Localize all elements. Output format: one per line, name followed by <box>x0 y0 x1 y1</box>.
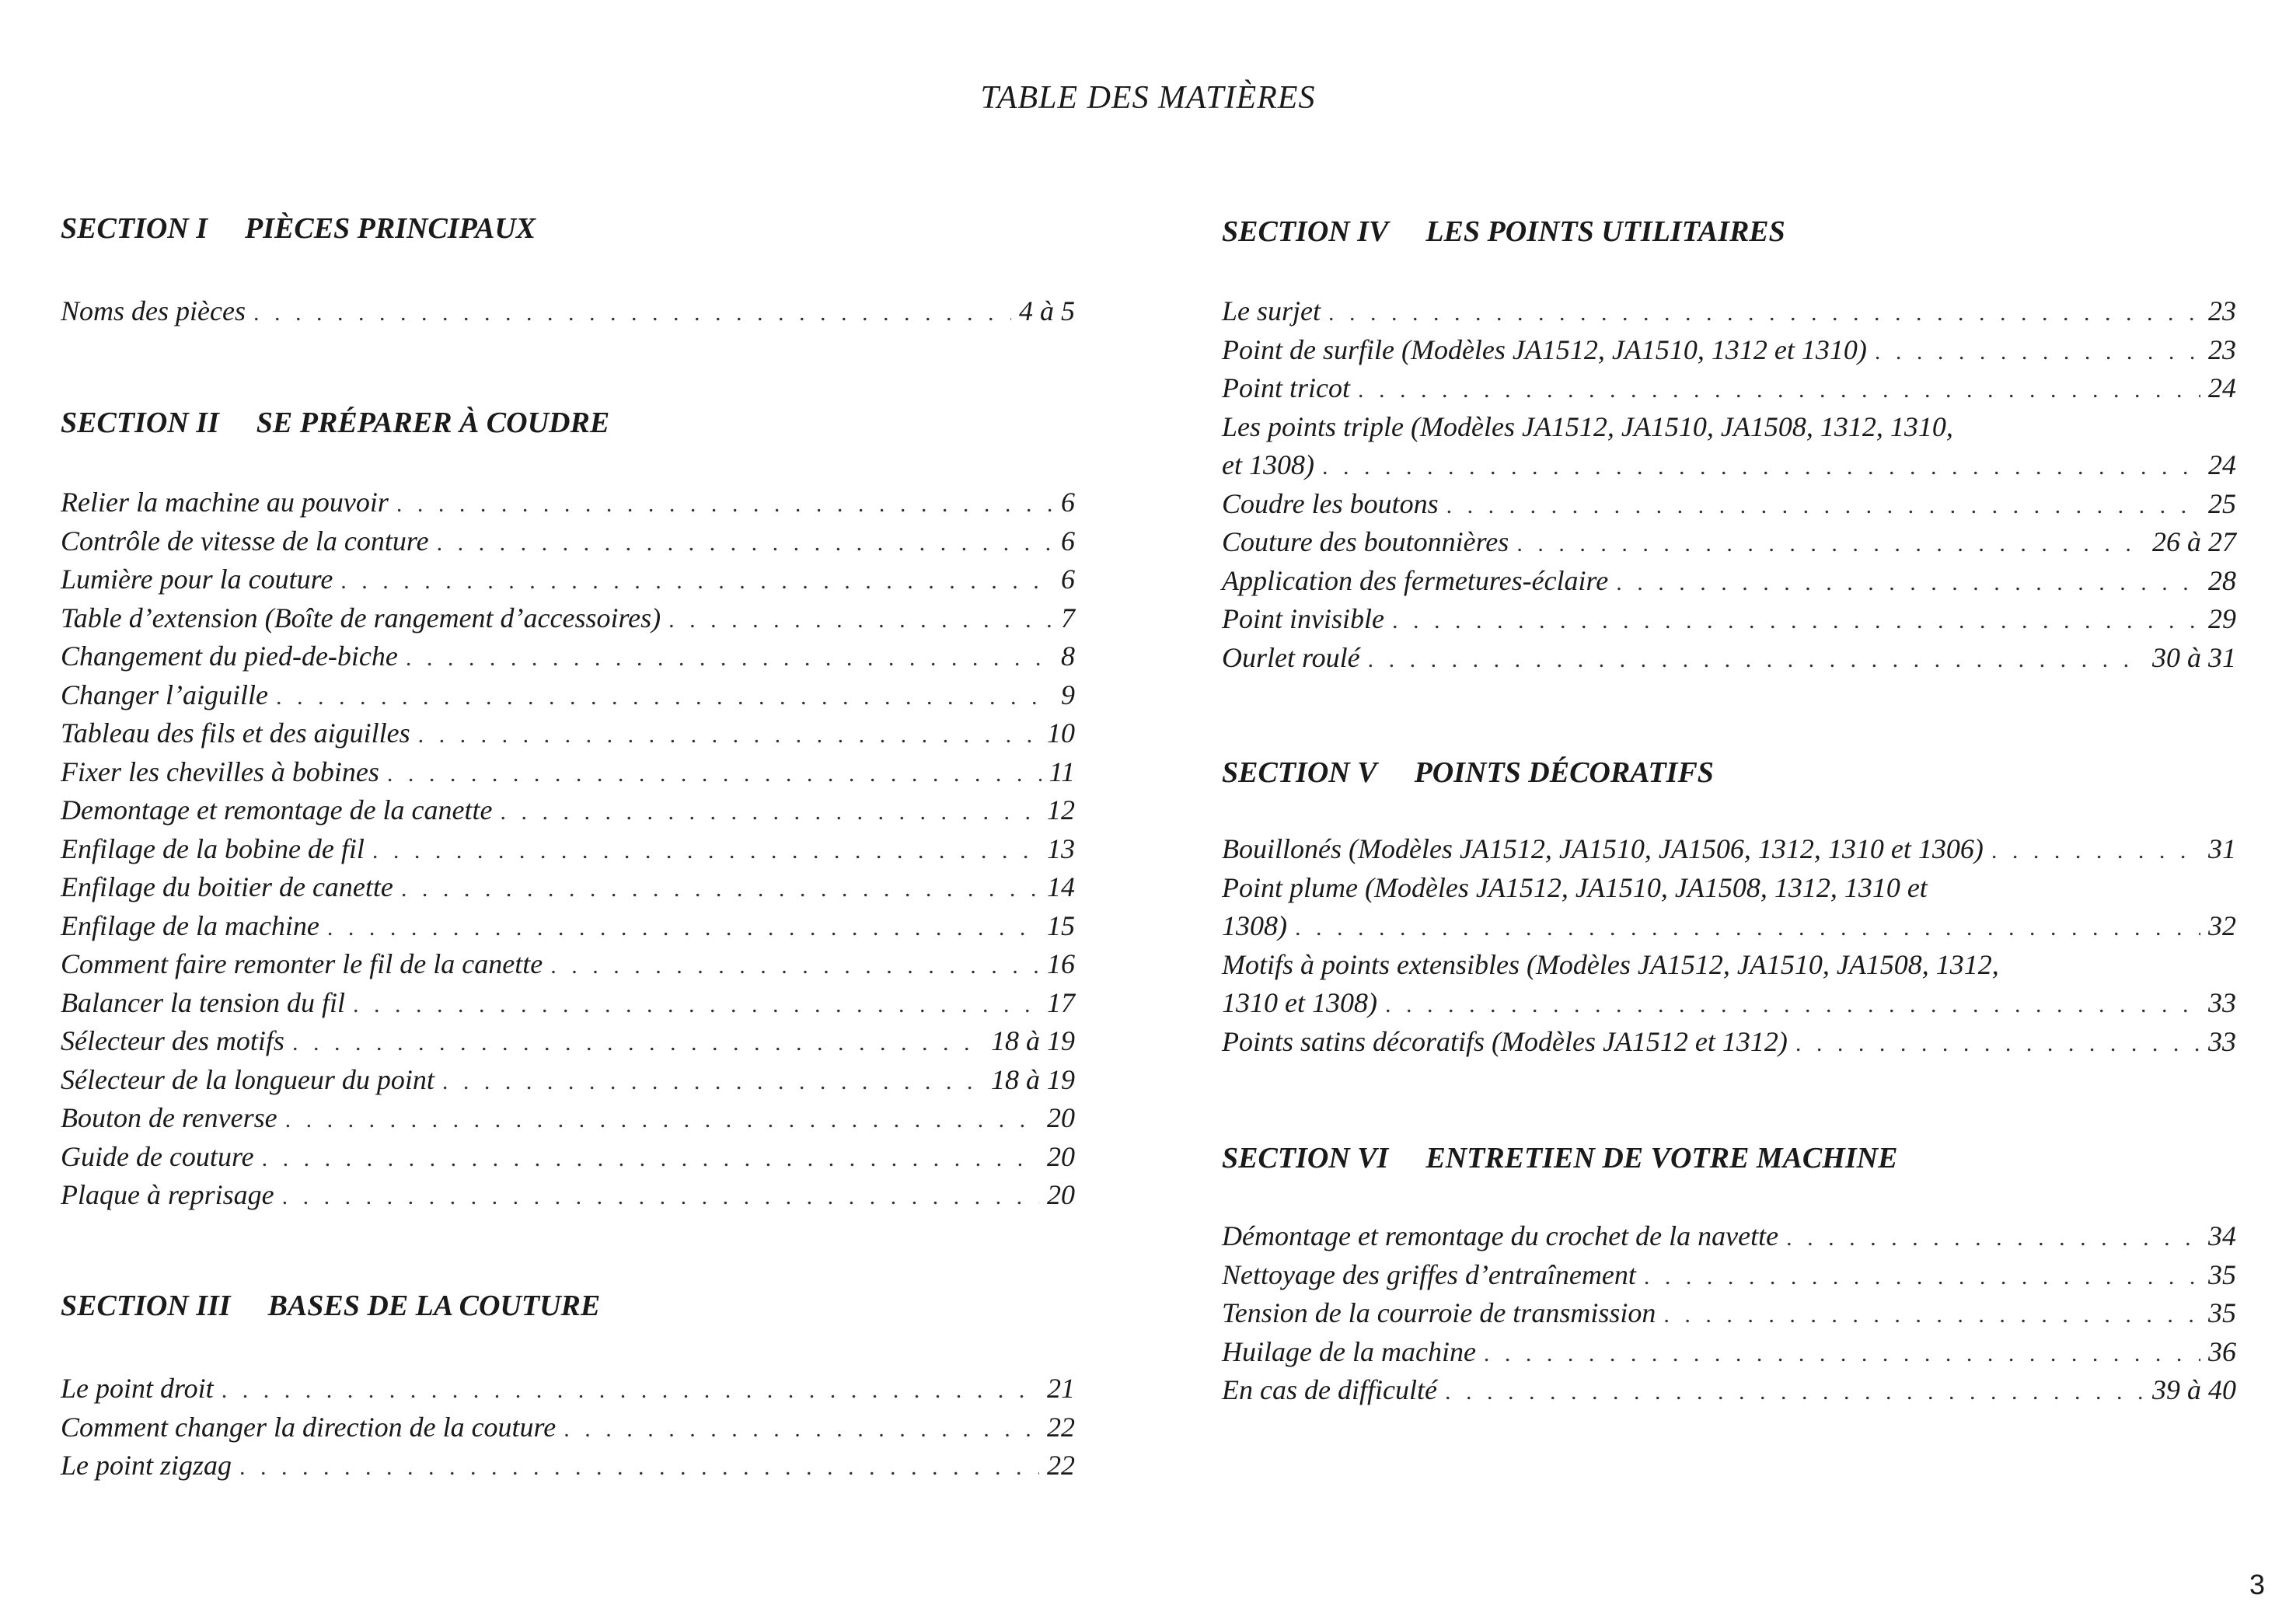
toc-entry[interactable] <box>1222 600 2236 639</box>
entry-page: 10 <box>1047 717 1075 749</box>
section-6-heading <box>1222 1141 1897 1175</box>
toc-entry[interactable] <box>61 676 1075 715</box>
entry-page: 17 <box>1047 986 1075 1018</box>
entry-page: 33 <box>2208 1025 2236 1057</box>
entry-label: Motifs à points extensibles (Modèles JA1512, JA1510, JA1508, 1312, <box>1222 948 1999 980</box>
toc-entry[interactable] <box>1222 984 2236 1023</box>
section-5-heading <box>1222 756 1714 790</box>
entry-page: 13 <box>1047 832 1075 864</box>
entry-page: 29 <box>2208 603 2236 634</box>
dot-leader <box>1616 564 2200 602</box>
dot-leader <box>253 294 1011 333</box>
dot-leader <box>1663 1296 2200 1335</box>
section-number: SECTION II <box>61 407 219 439</box>
toc-entry[interactable] <box>1222 485 2236 524</box>
toc-entry[interactable] <box>61 1099 1075 1138</box>
entry-label: Nettoyage des griffes d’entraînement <box>1222 1258 1636 1290</box>
entry-page: 33 <box>2208 987 2236 1018</box>
dot-leader <box>1368 640 2144 679</box>
entry-label: Sélecteur de la longueur du point <box>61 1063 434 1095</box>
entry-label: Enfilage de la bobine de fil <box>61 832 365 864</box>
entry-page: 6 <box>1061 487 1075 518</box>
dot-leader <box>1328 294 2200 333</box>
dot-leader <box>1385 986 2200 1024</box>
toc-entry[interactable] <box>1222 369 2236 408</box>
section-name: BASES DE LA COUTURE <box>267 1290 601 1322</box>
entry-page: 18 à 19 <box>991 1025 1075 1056</box>
dot-leader <box>340 562 1053 601</box>
dot-leader <box>1322 448 2200 487</box>
entry-page: 25 <box>2208 487 2236 519</box>
entry-label-continued: 1308) <box>1222 910 1287 941</box>
entry-label: Démontage et remontage du crochet de la navette <box>1222 1220 1779 1251</box>
section-number: SECTION VI <box>1222 1142 1389 1174</box>
section-number: SECTION V <box>1222 756 1377 789</box>
entry-page: 35 <box>2208 1297 2236 1328</box>
dot-leader <box>1392 602 2200 640</box>
toc-entry[interactable] <box>61 945 1075 984</box>
toc-entry[interactable] <box>61 868 1075 907</box>
entry-label: Comment changer la direction de la couture <box>61 1411 557 1443</box>
dot-leader <box>550 947 1039 986</box>
toc-entry[interactable] <box>1222 1371 2236 1410</box>
toc-entry[interactable] <box>61 560 1075 599</box>
entry-page: 39 à 40 <box>2152 1374 2236 1405</box>
toc-entry[interactable] <box>1222 562 2236 601</box>
section-name: POINTS DÉCORATIFS <box>1414 756 1714 789</box>
entry-label: En cas de difficulté <box>1222 1374 1437 1405</box>
entry-page: 26 à 27 <box>2152 526 2236 557</box>
toc-entry[interactable] <box>61 1408 1075 1447</box>
entry-label: Coudre les boutons <box>1222 487 1439 519</box>
dot-leader <box>1445 1373 2144 1412</box>
section-number: SECTION IV <box>1222 215 1389 248</box>
entry-label: Comment faire remonter le fil de la canette <box>61 948 543 979</box>
toc-entry[interactable] <box>1222 523 2236 562</box>
toc-entry[interactable] <box>1222 1217 2236 1256</box>
section-5-entries <box>1222 830 2236 1061</box>
dot-leader <box>437 524 1053 563</box>
section-6-entries <box>1222 1217 2236 1410</box>
entry-label: Changement du pied-de-biche <box>61 640 398 672</box>
toc-entry[interactable] <box>61 522 1075 561</box>
entry-label: Bouton de renverse <box>61 1102 277 1133</box>
toc-entry-first-line[interactable] <box>1222 869 2236 908</box>
entry-page: 28 <box>2208 564 2236 596</box>
dot-leader <box>285 1101 1039 1140</box>
dot-leader <box>1875 333 2200 372</box>
entry-label: Tableau des fils et des aiguilles <box>61 717 410 749</box>
entry-label: Contrôle de vitesse de la conture <box>61 525 429 557</box>
entry-page: 15 <box>1047 909 1075 941</box>
entry-label: Le point droit <box>61 1373 214 1404</box>
dot-leader <box>372 832 1039 871</box>
entry-label: Bouillonés (Modèles JA1512, JA1510, JA1506, 1312, 1310 et 1306) <box>1222 833 1984 864</box>
dot-leader <box>239 1448 1039 1487</box>
entry-label: Ourlet roulé <box>1222 641 1360 673</box>
section-2-heading <box>61 406 609 440</box>
entry-page: 6 <box>1061 525 1075 557</box>
entry-page: 11 <box>1049 756 1075 787</box>
dot-leader <box>353 986 1039 1024</box>
toc-entry[interactable] <box>1222 639 2236 678</box>
entry-label: Application des fermetures-éclaire <box>1222 564 1609 596</box>
section-number: SECTION III <box>61 1290 231 1322</box>
entry-label: Guide de couture <box>61 1140 254 1172</box>
entry-page: 31 <box>2208 833 2236 864</box>
toc-entry[interactable] <box>61 984 1075 1023</box>
dot-leader <box>276 678 1053 717</box>
entry-page: 6 <box>1061 564 1075 595</box>
section-name: PIÈCES PRINCIPAUX <box>245 212 536 245</box>
entry-label: Point tricot <box>1222 372 1350 403</box>
entry-label: Relier la machine au pouvoir <box>61 487 389 518</box>
entry-page: 21 <box>1047 1373 1075 1404</box>
toc-entry[interactable] <box>1222 1256 2236 1295</box>
dot-leader <box>501 793 1040 832</box>
toc-entry[interactable] <box>1222 1333 2236 1372</box>
toc-entry-first-line[interactable] <box>1222 946 2236 985</box>
toc-entry[interactable] <box>61 483 1075 522</box>
toc-entry[interactable] <box>61 791 1075 830</box>
page-title: TABLE DES MATIÈRES <box>980 80 1316 116</box>
toc-entry[interactable] <box>61 1061 1075 1100</box>
entry-page: 20 <box>1047 1140 1075 1172</box>
entry-page: 32 <box>2208 910 2236 941</box>
entry-page: 23 <box>2208 333 2236 365</box>
dot-leader <box>442 1063 983 1101</box>
section-3-entries <box>61 1370 1075 1485</box>
dot-leader <box>1644 1258 2200 1297</box>
toc-entry[interactable] <box>1222 1023 2236 1062</box>
dot-leader <box>282 1178 1039 1216</box>
section-4-heading <box>1222 215 1785 249</box>
section-number: SECTION I <box>61 212 208 245</box>
section-1-entries <box>61 292 1075 331</box>
dot-leader <box>396 485 1053 524</box>
dot-leader <box>668 601 1053 640</box>
entry-page: 16 <box>1047 948 1075 979</box>
entry-page: 4 à 5 <box>1019 295 1075 326</box>
section-name: SE PRÉPARER À COUDRE <box>256 407 610 439</box>
toc-entry[interactable] <box>61 637 1075 676</box>
entry-label: Changer l’aiguille <box>61 679 268 710</box>
entry-page: 14 <box>1047 871 1075 902</box>
entry-page: 22 <box>1047 1411 1075 1443</box>
dot-leader <box>406 639 1053 678</box>
dot-leader <box>262 1140 1039 1178</box>
entry-page: 20 <box>1047 1102 1075 1133</box>
entry-label: Demontage et remontage de la canette <box>61 794 493 825</box>
entry-label: Le surjet <box>1222 295 1321 326</box>
entry-label-continued: 1310 et 1308) <box>1222 987 1377 1018</box>
entry-page: 34 <box>2208 1220 2236 1251</box>
entry-label-continued: et 1308) <box>1222 449 1314 480</box>
page-number: 3 <box>2249 1569 2265 1600</box>
toc-entry[interactable] <box>61 714 1075 753</box>
entry-page: 18 à 19 <box>991 1063 1075 1095</box>
dot-leader <box>1516 525 2144 564</box>
entry-label: Tension de la courroie de transmission <box>1222 1297 1656 1328</box>
entry-page: 24 <box>2208 372 2236 403</box>
dot-leader <box>292 1024 983 1063</box>
toc-entry[interactable] <box>1222 1294 2236 1333</box>
toc-entry[interactable] <box>1222 446 2236 485</box>
entry-page: 23 <box>2208 295 2236 326</box>
section-4-entries <box>1222 292 2236 677</box>
toc-entry[interactable] <box>61 1138 1075 1177</box>
entry-label: Points satins décoratifs (Modèles JA1512 et 1312) <box>1222 1025 1788 1057</box>
section-name: ENTRETIEN DE VOTRE MACHINE <box>1425 1142 1898 1174</box>
entry-page: 20 <box>1047 1179 1075 1210</box>
dot-leader <box>1786 1219 2200 1258</box>
entry-page: 8 <box>1061 640 1075 672</box>
entry-label: Fixer les chevilles à bobines <box>61 756 379 787</box>
dot-leader <box>401 870 1039 909</box>
section-name: LES POINTS UTILITAIRES <box>1425 215 1785 248</box>
entry-label: Plaque à reprisage <box>61 1179 274 1210</box>
toc-entry-first-line[interactable] <box>1222 408 2236 447</box>
entry-page: 12 <box>1047 794 1075 825</box>
section-3-heading <box>61 1289 600 1323</box>
entry-page: 22 <box>1047 1450 1075 1481</box>
dot-leader <box>418 716 1039 755</box>
toc-entry[interactable] <box>1222 907 2236 946</box>
toc-entry[interactable] <box>61 1370 1075 1408</box>
entry-label: Huilage de la machine <box>1222 1335 1476 1367</box>
toc-entry[interactable] <box>61 753 1075 792</box>
entry-page: 7 <box>1061 602 1075 633</box>
toc-entry[interactable] <box>61 830 1075 869</box>
dot-leader <box>222 1371 1039 1410</box>
entry-label: Noms des pièces <box>61 295 246 326</box>
entry-label: Point de surfile (Modèles JA1512, JA1510, 1312 et 1310) <box>1222 333 1867 365</box>
entry-label: Couture des boutonnières <box>1222 526 1509 557</box>
dot-leader <box>1446 487 2200 525</box>
entry-label: Lumière pour la couture <box>61 564 333 595</box>
entry-label: Les points triple (Modèles JA1512, JA1510, JA1508, 1312, 1310, <box>1222 410 1953 442</box>
toc-entry[interactable] <box>61 1447 1075 1485</box>
entry-label: Le point zigzag <box>61 1450 232 1481</box>
dot-leader <box>1484 1335 2200 1373</box>
toc-entry[interactable] <box>61 1022 1075 1061</box>
entry-page: 36 <box>2208 1335 2236 1367</box>
dot-leader <box>1358 371 2200 410</box>
toc-entry[interactable] <box>1222 292 2236 331</box>
toc-entry[interactable] <box>61 1176 1075 1215</box>
entry-label: Enfilage de la machine <box>61 909 319 941</box>
entry-page: 24 <box>2208 449 2236 480</box>
toc-entry[interactable] <box>1222 830 2236 869</box>
dot-leader <box>1795 1024 2200 1063</box>
dot-leader <box>1991 832 2200 871</box>
entry-page: 35 <box>2208 1258 2236 1290</box>
dot-leader <box>327 909 1039 948</box>
section-2-entries <box>61 483 1075 1215</box>
dot-leader <box>564 1410 1039 1449</box>
entry-label: Sélecteur des motifs <box>61 1025 284 1056</box>
toc-entry[interactable] <box>61 292 1075 331</box>
entry-page: 30 à 31 <box>2152 641 2236 673</box>
toc-entry[interactable] <box>61 907 1075 946</box>
entry-label: Enfilage du boitier de canette <box>61 871 393 902</box>
entry-label: Balancer la tension du fil <box>61 986 345 1018</box>
entry-page: 9 <box>1061 679 1075 710</box>
dot-leader <box>387 755 1042 794</box>
toc-entry[interactable] <box>1222 331 2236 370</box>
entry-label: Point plume (Modèles JA1512, JA1510, JA1508, 1312, 1310 et <box>1222 871 1928 903</box>
entry-label: Table d’extension (Boîte de rangement d’accessoires) <box>61 602 661 633</box>
toc-entry[interactable] <box>61 599 1075 638</box>
dot-leader <box>1295 909 2200 948</box>
entry-label: Point invisible <box>1222 603 1384 634</box>
section-1-heading <box>61 211 536 246</box>
